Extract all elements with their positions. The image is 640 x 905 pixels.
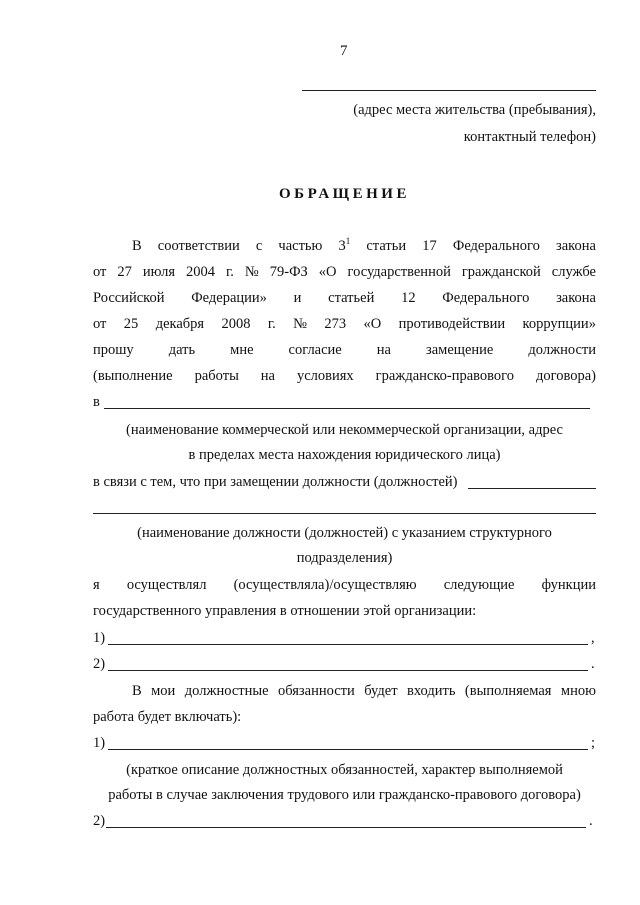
document-title: ОБРАЩЕНИЕ — [279, 186, 410, 202]
function-2-number: 2) — [93, 656, 106, 672]
duty-1-end: ; — [591, 735, 596, 751]
word: будет — [364, 683, 398, 699]
page-number: 7 — [340, 43, 348, 59]
word: мне — [230, 342, 254, 358]
word: я — [93, 577, 100, 593]
position-intro: в связи с тем, что при замещении должности (должностей) — [93, 474, 458, 490]
word: мною — [560, 683, 596, 699]
address-caption-line1: (адрес места жительства (пребывания), — [353, 102, 596, 118]
address-caption-line2: контактный телефон) — [463, 129, 596, 145]
word: должности — [528, 342, 596, 358]
word: замещение — [426, 342, 494, 358]
word: следующие — [443, 577, 515, 593]
word: 79-ФЗ — [269, 264, 308, 280]
body-line-2 — [93, 263, 596, 281]
word: № — [244, 264, 259, 280]
duties-line-1 — [132, 682, 596, 700]
word: гражданской — [461, 264, 541, 280]
function-2-end: . — [591, 656, 595, 672]
org-caption-line2: в пределах места нахождения юридического лица) — [188, 447, 501, 463]
word: статьи — [366, 238, 407, 254]
body-line-10: государственного управления в отношении этой организации: — [93, 603, 477, 619]
body-line-5 — [93, 341, 596, 359]
word: закона — [556, 238, 596, 254]
word: от — [93, 316, 107, 332]
address-blank-line — [302, 90, 596, 91]
function-1-end: , — [591, 630, 595, 646]
word: (осуществляла)/осуществляю — [233, 577, 417, 593]
word: на — [376, 342, 391, 358]
word: коррупции» — [522, 316, 596, 332]
word: (выполнение — [93, 368, 173, 384]
body-line-4 — [93, 315, 596, 333]
word: государственной — [347, 264, 451, 280]
word: договора) — [535, 368, 596, 384]
word: частью — [278, 238, 323, 254]
body-line-3 — [93, 289, 596, 307]
word: должностные — [184, 683, 269, 699]
position-caption-line1: (наименование должности (должностей) с указанием структурного — [137, 525, 552, 541]
word: Федерального — [452, 238, 540, 254]
word: «О — [363, 316, 382, 332]
word: от — [93, 264, 107, 280]
position-caption-line2: подразделения) — [296, 550, 393, 566]
word: мои — [151, 683, 176, 699]
word: г. — [267, 316, 276, 332]
word: функции — [541, 577, 596, 593]
word: с — [255, 238, 263, 254]
function-2-blank — [108, 670, 588, 671]
word: соответствии — [157, 238, 240, 254]
duty-2-blank — [106, 827, 586, 828]
body-line-6 — [93, 367, 596, 385]
word: Российской — [93, 290, 165, 306]
word: июля — [142, 264, 176, 280]
word: прошу — [93, 342, 134, 358]
org-caption-line1: (наименование коммерческой или некоммерческой организации, адрес — [126, 422, 563, 438]
word: 17 — [422, 238, 437, 254]
word: согласие — [288, 342, 342, 358]
word: на — [260, 368, 275, 384]
word: работы — [194, 368, 239, 384]
word: 25 — [123, 316, 139, 332]
duty-1-number: 1) — [93, 735, 106, 751]
duty-2-number: 2) — [93, 813, 106, 829]
word: обязанности — [278, 683, 355, 699]
word: Федерации» — [191, 290, 267, 306]
word: В — [132, 238, 142, 254]
duty-caption-line2: работы в случае заключения трудового или гражданско-правового договора) — [108, 787, 581, 803]
position-blank-short — [468, 488, 596, 489]
duty-caption-line1: (краткое описание должностных обязанностей, характер выполняемой — [126, 762, 563, 778]
word: В — [132, 683, 142, 699]
org-prefix: в — [93, 394, 100, 410]
word: дать — [168, 342, 196, 358]
word: 273 — [324, 316, 347, 332]
duty-1-blank — [108, 749, 588, 750]
word: 27 — [117, 264, 132, 280]
word: входить — [406, 683, 456, 699]
word: 2008 — [221, 316, 251, 332]
body-line-1 — [132, 237, 596, 255]
word: 2004 — [186, 264, 215, 280]
position-blank-full — [93, 513, 596, 514]
word: противодействии — [398, 316, 506, 332]
word: осуществлял — [126, 577, 207, 593]
word: Федерального — [442, 290, 530, 306]
word: (выполняемая — [464, 683, 552, 699]
word: декабря — [155, 316, 205, 332]
word: № — [293, 316, 308, 332]
word: г. — [225, 264, 234, 280]
duty-2-end: . — [589, 813, 593, 829]
word: закона — [556, 290, 596, 306]
function-1-blank — [108, 644, 588, 645]
word: и — [293, 290, 302, 306]
word: гражданско-правового — [375, 368, 514, 384]
word: «О — [318, 264, 337, 280]
word: службе — [551, 264, 596, 280]
word: $3^1$ — [338, 236, 351, 254]
function-1-number: 1) — [93, 630, 106, 646]
duties-line-2: работа будет включать): — [93, 709, 242, 725]
body-line-9 — [93, 576, 596, 594]
org-blank-line — [104, 408, 590, 409]
word: 12 — [401, 290, 416, 306]
word: условиях — [296, 368, 354, 384]
word: статьей — [328, 290, 375, 306]
